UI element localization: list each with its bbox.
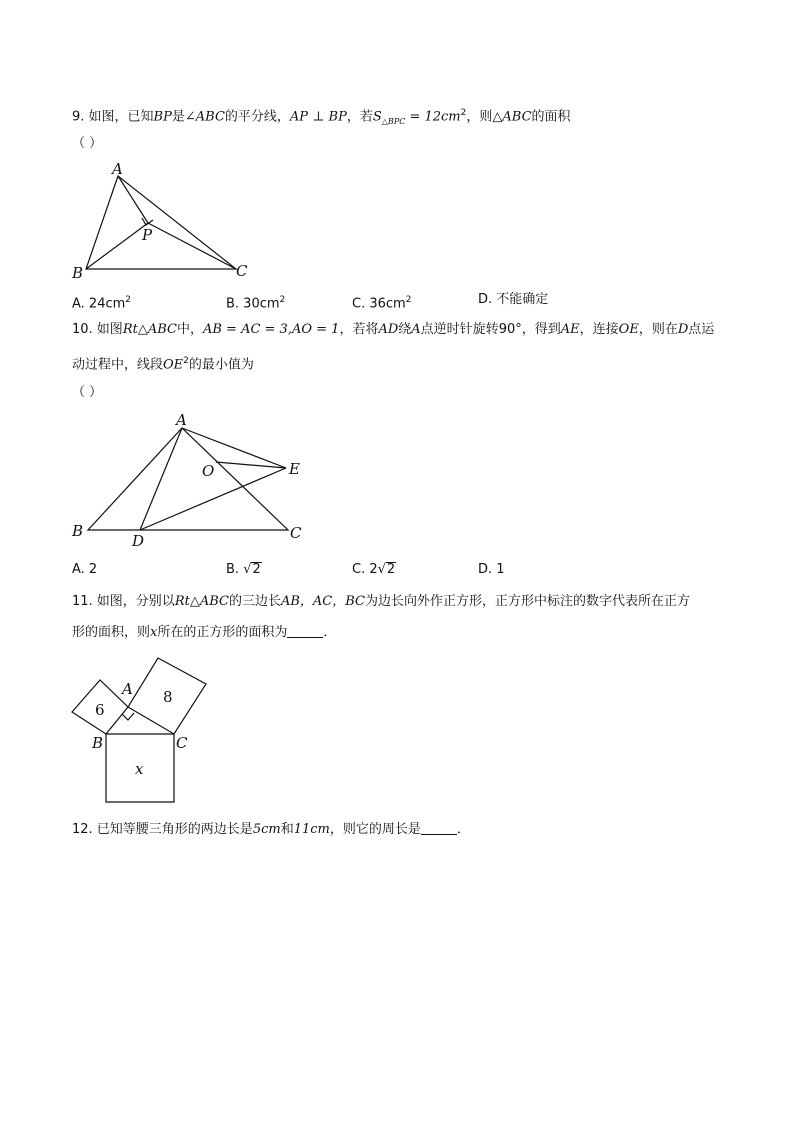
- q10-option-d[interactable]: D. 1: [478, 562, 505, 577]
- q10-label-c: C: [290, 524, 302, 542]
- q9-figure: [66, 160, 266, 285]
- q10-option-a[interactable]: A. 2: [72, 562, 98, 577]
- q9-triangle-abc: [86, 176, 236, 269]
- q9-option-d[interactable]: D. 不能确定: [478, 292, 549, 307]
- q10-triangle-abc: [88, 428, 288, 530]
- q9-stem: 9. 如图，已知BP是∠ABC的平分线，AP ⊥ BP，若$S_{\triangle BPC} = 12cm^2$，则△ABC的面积: [72, 108, 571, 126]
- q10-figure: [66, 410, 326, 550]
- q11-label-c: C: [176, 734, 188, 752]
- q10-answer-paren: （ ）: [72, 385, 103, 400]
- q10-label-o: O: [202, 462, 215, 480]
- q10-option-c[interactable]: C. 2√2: [352, 562, 396, 577]
- q11-label-a: A: [122, 680, 133, 698]
- q10-label-b: B: [72, 522, 84, 540]
- q10-label-e: E: [289, 460, 300, 478]
- q9-label-c: C: [236, 262, 248, 280]
- q11-label-x: x: [135, 760, 144, 778]
- q12-answer-blank[interactable]: [421, 822, 457, 835]
- q11-figure: [66, 652, 216, 807]
- q10-stem-line2: 动过程中，线段$OE^2$的最小值为: [72, 356, 254, 373]
- q11-right-angle-mark: [122, 713, 134, 720]
- q10-segment-ae: [182, 428, 286, 468]
- q9-segment-pc: [148, 223, 236, 269]
- q9-option-b[interactable]: B. $30cm^2$: [226, 295, 286, 312]
- q10-stem-line1: 10. 如图Rt△ABC中，AB = AC = 3,AO = 1，若将AD绕A点逆时针旋转90°，得到AE，连接OE，则在D点运: [72, 322, 715, 337]
- q9-label-b: B: [72, 264, 84, 282]
- q11-label-b: B: [92, 734, 104, 752]
- sqrt-icon: √: [377, 562, 386, 577]
- q10-option-b[interactable]: B. √2: [226, 562, 261, 577]
- q9-option-a[interactable]: A. $24cm^2$: [72, 295, 132, 312]
- q10-segment-oe: [216, 462, 286, 468]
- q9-label-p: P: [142, 226, 153, 244]
- q11-answer-blank[interactable]: [287, 625, 323, 638]
- q10-label-a: A: [176, 411, 187, 429]
- q9-segment-bp: [86, 223, 148, 269]
- q9-label-a: A: [112, 160, 123, 178]
- sqrt-icon: √: [243, 562, 252, 577]
- q11-label-6: 6: [95, 701, 105, 719]
- q12-stem: 12. 已知等腰三角形的两边长是5cm和11cm，则它的周长是 ．: [72, 822, 470, 837]
- q11-stem-line2: 形的面积，则x所在的正方形的面积为 ．: [72, 625, 337, 640]
- q11-stem-line1: 11. 如图，分别以Rt△ABC的三边长AB，AC，BC为边长向外作正方形，正方形中标注的数字代表所在正方: [72, 594, 691, 609]
- q9-answer-paren: （ ）: [72, 136, 103, 151]
- q11-label-8: 8: [163, 688, 173, 706]
- q10-label-d: D: [132, 532, 145, 550]
- q9-segment-ap: [118, 176, 148, 223]
- q9-option-c[interactable]: C. $36cm^2$: [352, 295, 412, 312]
